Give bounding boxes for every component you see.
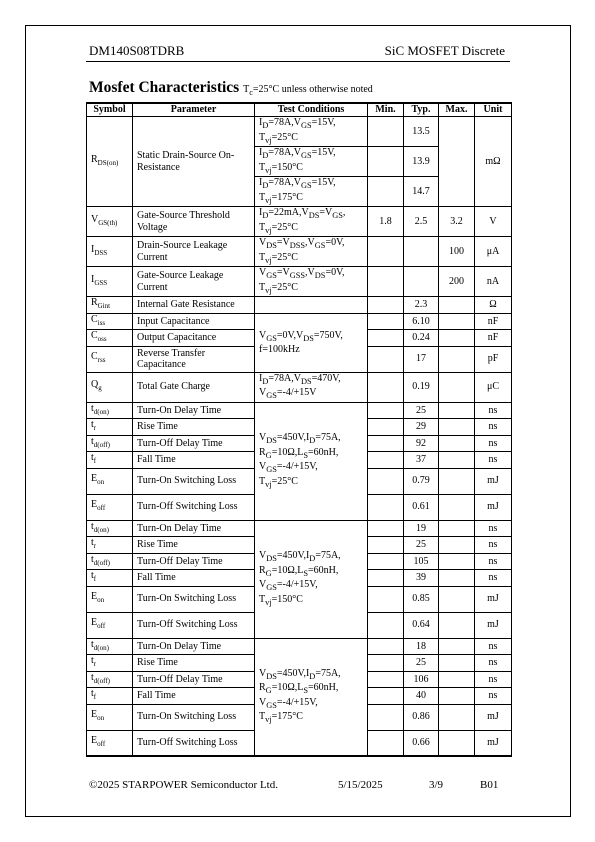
typ-cell: 105 — [404, 553, 439, 570]
unit-cell: V — [475, 207, 512, 237]
min-cell — [368, 267, 404, 297]
max-cell — [439, 313, 475, 330]
unit-cell: ns — [475, 655, 512, 672]
typ-cell: 0.61 — [404, 494, 439, 520]
symbol-cell: $t_f$ — [87, 452, 133, 469]
parameter-cell: Turn-Off Switching Loss — [133, 730, 255, 756]
min-cell: 1.8 — [368, 207, 404, 237]
unit-cell: μC — [475, 372, 512, 402]
section-condition: $T_c=25^\circ C$ unless otherwise noted — [243, 84, 373, 97]
unit-cell: ns — [475, 537, 512, 554]
part-number: DM140S08TDRB — [89, 43, 185, 58]
condition-cell: $V_{DS}=450V,I_D=75A$, $R_G=10\Omega,L_S=60nH$, $V_{GS}=-4/+15V$, $T_{vj}=25^\circ C$ — [255, 402, 368, 520]
parameter-cell: Gate-Source Threshold Voltage — [133, 207, 255, 237]
unit-cell: nA — [475, 267, 512, 297]
typ-cell: 106 — [404, 671, 439, 688]
parameter-cell: Rise Time — [133, 419, 255, 436]
footer-revision: B01 — [480, 779, 499, 791]
table-row — [87, 117, 512, 147]
unit-cell: mJ — [475, 494, 512, 520]
max-cell — [439, 372, 475, 402]
min-cell — [368, 570, 404, 587]
condition-cell: $I_D=22mA,V_{DS}=V_{GS}$, $T_{vj}=25^\circ C$ — [255, 207, 368, 237]
parameter-cell: Static Drain-Source On-Resistance — [133, 117, 255, 207]
unit-cell: mJ — [475, 468, 512, 494]
symbol-cell: $I_{DSS}$ — [87, 237, 133, 267]
symbol-cell: $E_{on}$ — [87, 704, 133, 730]
table-row — [87, 313, 512, 330]
symbol-cell: $E_{off}$ — [87, 494, 133, 520]
unit-cell: ns — [475, 570, 512, 587]
product-category: SiC MOSFET Discrete — [384, 43, 505, 58]
max-cell — [439, 117, 475, 207]
table-row — [87, 520, 512, 537]
typ-cell: 25 — [404, 537, 439, 554]
min-cell — [368, 520, 404, 537]
min-cell — [368, 452, 404, 469]
max-cell — [439, 671, 475, 688]
col-typ: Typ. — [404, 103, 439, 117]
max-cell — [439, 330, 475, 347]
typ-cell: 13.9 — [404, 147, 439, 177]
min-cell — [368, 704, 404, 730]
max-cell — [439, 297, 475, 314]
unit-cell: mJ — [475, 704, 512, 730]
table-row — [87, 402, 512, 419]
parameter-cell: Output Capacitance — [133, 330, 255, 347]
typ-cell: 17 — [404, 346, 439, 372]
parameter-cell: Fall Time — [133, 570, 255, 587]
min-cell — [368, 730, 404, 756]
parameter-cell: Internal Gate Resistance — [133, 297, 255, 314]
symbol-cell: $t_{d(off)}$ — [87, 435, 133, 452]
parameter-cell: Fall Time — [133, 688, 255, 705]
max-cell — [439, 638, 475, 655]
typ-cell: 40 — [404, 688, 439, 705]
symbol-cell: $E_{off}$ — [87, 612, 133, 638]
min-cell — [368, 638, 404, 655]
col-max: Max. — [439, 103, 475, 117]
col-test-conditions: Test Conditions — [255, 103, 368, 117]
symbol-cell: $t_r$ — [87, 537, 133, 554]
symbol-cell: $C_{oss}$ — [87, 330, 133, 347]
table-row — [87, 638, 512, 655]
max-cell — [439, 468, 475, 494]
unit-cell: ns — [475, 419, 512, 436]
typ-cell: 37 — [404, 452, 439, 469]
unit-cell: pF — [475, 346, 512, 372]
symbol-cell: $R_{Gint}$ — [87, 297, 133, 314]
typ-cell: 29 — [404, 419, 439, 436]
parameter-cell: Turn-On Delay Time — [133, 638, 255, 655]
typ-cell: 0.79 — [404, 468, 439, 494]
max-cell — [439, 730, 475, 756]
max-cell — [439, 494, 475, 520]
typ-cell: 13.5 — [404, 117, 439, 147]
symbol-cell: $C_{iss}$ — [87, 313, 133, 330]
min-cell — [368, 402, 404, 419]
condition-cell: $V_{DS}=450V,I_D=75A$, $R_G=10\Omega,L_S=60nH$, $V_{GS}=-4/+15V$, $T_{vj}=175^\circ C$ — [255, 638, 368, 756]
section-title — [89, 79, 373, 97]
symbol-cell: $E_{on}$ — [87, 586, 133, 612]
unit-cell: ns — [475, 520, 512, 537]
condition-cell: $V_{GS}=V_{GSS},V_{DS}=0V$, $T_{vj}=25^\circ C$ — [255, 267, 368, 297]
parameter-cell: Turn-On Delay Time — [133, 520, 255, 537]
max-cell — [439, 452, 475, 469]
unit-cell: Ω — [475, 297, 512, 314]
parameter-cell: Turn-On Switching Loss — [133, 704, 255, 730]
parameter-cell: Turn-Off Switching Loss — [133, 612, 255, 638]
max-cell — [439, 553, 475, 570]
symbol-cell: $Q_g$ — [87, 372, 133, 402]
parameter-cell: Reverse Transfer Capacitance — [133, 346, 255, 372]
typ-cell: 0.19 — [404, 372, 439, 402]
min-cell — [368, 586, 404, 612]
unit-cell: nF — [475, 313, 512, 330]
typ-cell: 0.66 — [404, 730, 439, 756]
symbol-cell: $t_r$ — [87, 655, 133, 672]
unit-cell: mJ — [475, 612, 512, 638]
symbol-cell: $C_{rss}$ — [87, 346, 133, 372]
unit-cell: ns — [475, 638, 512, 655]
symbol-cell: $V_{GS(th)}$ — [87, 207, 133, 237]
min-cell — [368, 671, 404, 688]
max-cell — [439, 537, 475, 554]
typ-cell — [404, 237, 439, 267]
parameter-cell: Fall Time — [133, 452, 255, 469]
min-cell — [368, 147, 404, 177]
parameter-cell: Rise Time — [133, 655, 255, 672]
symbol-cell: $E_{on}$ — [87, 468, 133, 494]
table-row — [87, 297, 512, 314]
unit-cell: ns — [475, 688, 512, 705]
max-cell — [439, 704, 475, 730]
typ-cell: 0.85 — [404, 586, 439, 612]
table-row — [87, 372, 512, 402]
symbol-cell: $t_{d(on)}$ — [87, 638, 133, 655]
max-cell: 200 — [439, 267, 475, 297]
typ-cell: 25 — [404, 655, 439, 672]
min-cell — [368, 553, 404, 570]
typ-cell: 0.24 — [404, 330, 439, 347]
symbol-cell: $t_{d(on)}$ — [87, 402, 133, 419]
table-header-row — [87, 103, 512, 117]
min-cell — [368, 688, 404, 705]
min-cell — [368, 468, 404, 494]
max-cell — [439, 612, 475, 638]
table-body — [87, 117, 512, 757]
footer-page: 3/9 — [429, 779, 444, 791]
max-cell — [439, 570, 475, 587]
symbol-cell: $t_r$ — [87, 419, 133, 436]
parameter-cell: Total Gate Charge — [133, 372, 255, 402]
unit-cell: mJ — [475, 586, 512, 612]
min-cell — [368, 419, 404, 436]
symbol-cell: $I_{GSS}$ — [87, 267, 133, 297]
parameter-cell: Turn-Off Delay Time — [133, 553, 255, 570]
max-cell — [439, 435, 475, 452]
min-cell — [368, 494, 404, 520]
col-unit: Unit — [475, 103, 512, 117]
unit-cell: mJ — [475, 730, 512, 756]
max-cell — [439, 402, 475, 419]
unit-cell: ns — [475, 435, 512, 452]
typ-cell: 18 — [404, 638, 439, 655]
typ-cell — [404, 267, 439, 297]
typ-cell: 6.10 — [404, 313, 439, 330]
condition-cell: $I_D=78A,V_{GS}=15V$, $T_{vj}=150^\circ C$ — [255, 147, 368, 177]
max-cell — [439, 655, 475, 672]
unit-cell: ns — [475, 402, 512, 419]
symbol-cell: $t_{d(off)}$ — [87, 671, 133, 688]
parameter-cell: Rise Time — [133, 537, 255, 554]
footer-copyright: ©2025 STARPOWER Semiconductor Ltd. — [89, 779, 278, 791]
symbol-cell: $t_{d(on)}$ — [87, 520, 133, 537]
condition-cell: $I_D=78A,V_{DS}=470V$, $V_{GS}=-4/+15V$ — [255, 372, 368, 402]
typ-cell: 0.64 — [404, 612, 439, 638]
min-cell — [368, 435, 404, 452]
min-cell — [368, 655, 404, 672]
symbol-cell: $t_f$ — [87, 570, 133, 587]
typ-cell: 39 — [404, 570, 439, 587]
symbol-cell: $R_{DS(on)}$ — [87, 117, 133, 207]
parameter-cell: Turn-On Switching Loss — [133, 468, 255, 494]
typ-cell: 2.3 — [404, 297, 439, 314]
condition-cell: $V_{DS}=450V,I_D=75A$, $R_G=10\Omega,L_S=60nH$, $V_{GS}=-4/+15V$, $T_{vj}=150^\circ C$ — [255, 520, 368, 638]
min-cell — [368, 297, 404, 314]
max-cell: 3.2 — [439, 207, 475, 237]
typ-cell: 25 — [404, 402, 439, 419]
min-cell — [368, 612, 404, 638]
col-parameter: Parameter — [133, 103, 255, 117]
typ-cell: 0.86 — [404, 704, 439, 730]
condition-cell: $I_D=78A,V_{GS}=15V$, $T_{vj}=175^\circ C$ — [255, 177, 368, 207]
condition-cell: $V_{DS}=V_{DSS},V_{GS}=0V$, $T_{vj}=25^\circ C$ — [255, 237, 368, 267]
col-min: Min. — [368, 103, 404, 117]
header-divider — [86, 61, 510, 62]
typ-cell: 14.7 — [404, 177, 439, 207]
unit-cell: mΩ — [475, 117, 512, 207]
parameter-cell: Turn-On Delay Time — [133, 402, 255, 419]
parameter-cell: Input Capacitance — [133, 313, 255, 330]
symbol-cell: $t_f$ — [87, 688, 133, 705]
max-cell: 100 — [439, 237, 475, 267]
table-row — [87, 237, 512, 267]
max-cell — [439, 688, 475, 705]
min-cell — [368, 313, 404, 330]
table-row — [87, 207, 512, 237]
footer-date: 5/15/2025 — [338, 779, 383, 791]
table-row — [87, 267, 512, 297]
section-title-text: Mosfet Characteristics — [89, 79, 240, 96]
condition-cell: $I_D=78A,V_{GS}=15V$, $T_{vj}=25^\circ C$ — [255, 117, 368, 147]
min-cell — [368, 372, 404, 402]
max-cell — [439, 419, 475, 436]
parameter-cell: Drain-Source Leakage Current — [133, 237, 255, 267]
unit-cell: nF — [475, 330, 512, 347]
parameter-cell: Turn-On Switching Loss — [133, 586, 255, 612]
min-cell — [368, 177, 404, 207]
min-cell — [368, 537, 404, 554]
unit-cell: μA — [475, 237, 512, 267]
typ-cell: 92 — [404, 435, 439, 452]
parameter-cell: Turn-Off Switching Loss — [133, 494, 255, 520]
typ-cell: 2.5 — [404, 207, 439, 237]
min-cell — [368, 330, 404, 347]
unit-cell: ns — [475, 452, 512, 469]
max-cell — [439, 586, 475, 612]
condition-cell — [255, 297, 368, 314]
unit-cell: ns — [475, 553, 512, 570]
max-cell — [439, 346, 475, 372]
min-cell — [368, 346, 404, 372]
unit-cell: ns — [475, 671, 512, 688]
characteristics-table — [86, 102, 512, 757]
parameter-cell: Turn-Off Delay Time — [133, 671, 255, 688]
max-cell — [439, 520, 475, 537]
parameter-cell: Gate-Source Leakage Current — [133, 267, 255, 297]
typ-cell: 19 — [404, 520, 439, 537]
symbol-cell: $t_{d(off)}$ — [87, 553, 133, 570]
parameter-cell: Turn-Off Delay Time — [133, 435, 255, 452]
col-symbol: Symbol — [87, 103, 133, 117]
min-cell — [368, 237, 404, 267]
symbol-cell: $E_{off}$ — [87, 730, 133, 756]
min-cell — [368, 117, 404, 147]
condition-cell: $V_{GS}=0V,V_{DS}=750V$, f=100kHz — [255, 313, 368, 372]
